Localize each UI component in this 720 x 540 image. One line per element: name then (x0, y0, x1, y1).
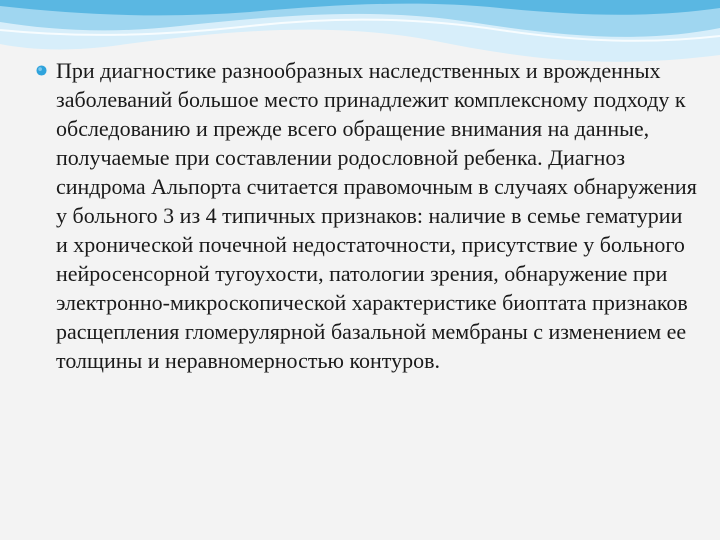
circle-bullet-icon (36, 65, 47, 76)
bullet (36, 65, 56, 76)
body-paragraph: При диагностике разнообразных наследственных и врожденных заболеваний большое место принадлежит комплексному подходу к обследованию и прежде всего обращение внимания на данные, получаемые при составлении родословной ребенка. Диагноз синдрома Альпорта считается правомочным в случаях обнаружения у больного 3 из 4 типичных признаков: наличие в семье гематурии и хронической почечной недостаточности, присутствие у больного нейросенсорной тугоухости, патологии зрения, обнаружение при электронно-микроскопической характеристике биоптата признаков расщепления гломерулярной базальной мембраны с изменением ее толщины и неравномерностью контуров. (56, 58, 697, 373)
content-block (36, 56, 698, 375)
